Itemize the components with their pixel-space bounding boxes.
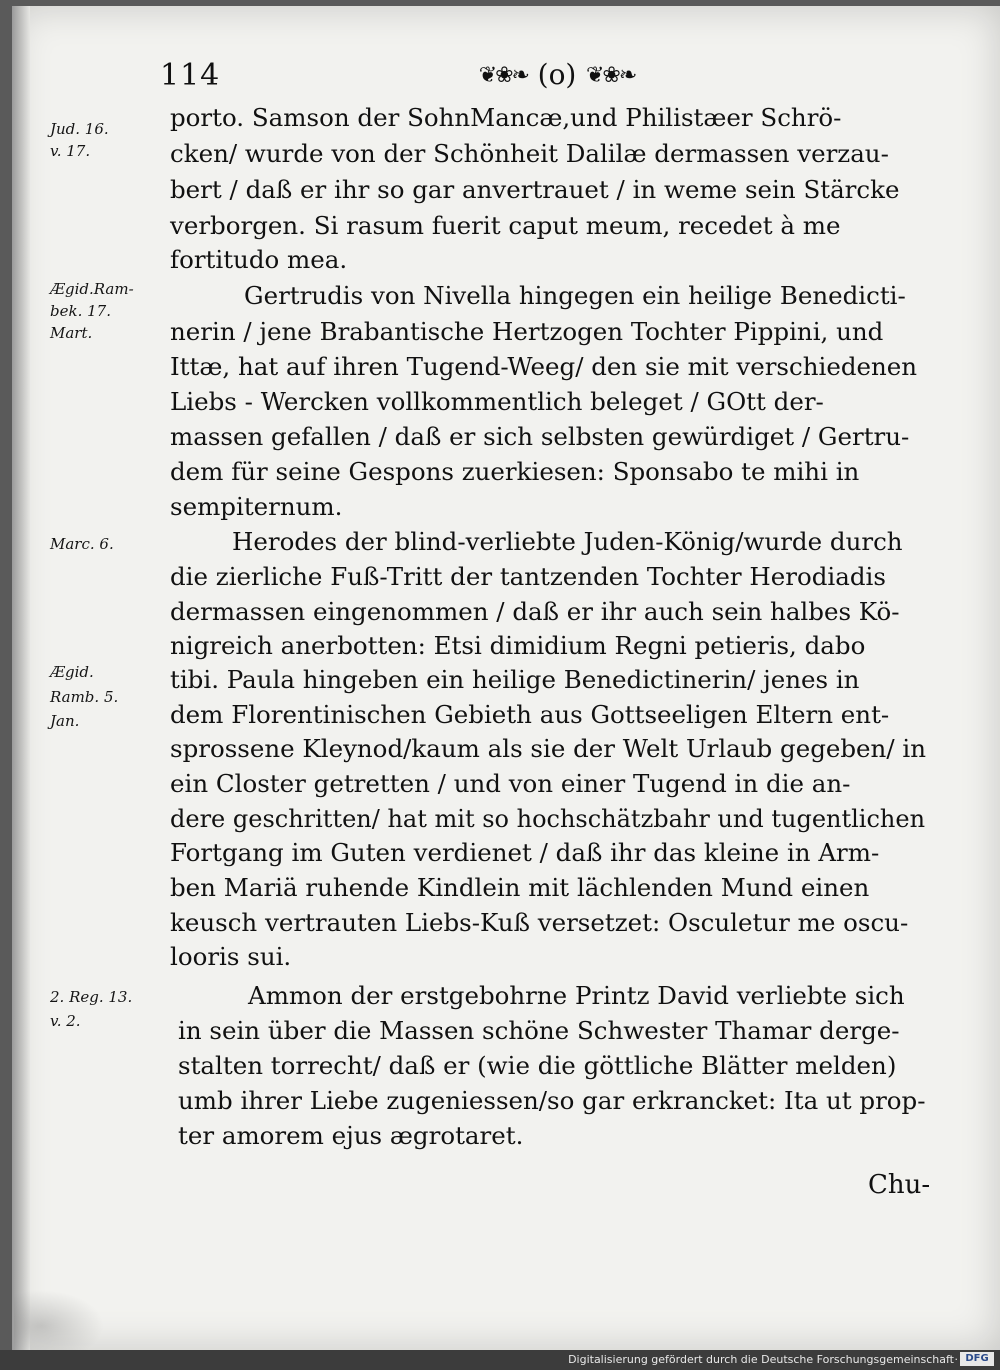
margin-note: Ægid.	[50, 663, 94, 681]
margin-note: Jan.	[50, 712, 80, 730]
text-line: Ittæ, hat auf ihren Tugend-Weeg/ den sie mit verschiedenen	[170, 352, 918, 381]
text-line: sempiternum.	[170, 492, 343, 521]
text-line: fortitudo mea.	[170, 245, 348, 274]
text-line: umb ihrer Liebe zugeniessen/so gar erkrancket: Ita ut prop-	[178, 1086, 926, 1115]
footer-credit: Digitalisierung gefördert durch die Deutsche Forschungsgemeinschaft	[568, 1353, 954, 1366]
text-line: in sein über die Massen schöne Schwester Thamar derge-	[178, 1016, 900, 1045]
ornament-left-flourish: ❦❀❧	[478, 63, 528, 88]
margin-note: 2. Reg. 13.	[50, 988, 133, 1006]
margin-note: Ægid.Ram-	[50, 280, 134, 298]
text-line: dere geschritten/ hat mit so hochschätzbahr und tugentlichen	[170, 805, 926, 833]
text-line: bert / daß er ihr so gar anvertrauet / in weme sein Stärcke	[170, 175, 900, 204]
text-line: Fortgang im Guten verdienet / daß ihr das kleine in Arm-	[170, 838, 880, 867]
text-line: ein Closter getretten / und von einer Tugend in die an-	[170, 769, 851, 798]
text-line: cken/ wurde von der Schönheit Dalilæ dermassen verzau-	[170, 139, 889, 168]
dfg-logo: DFG	[960, 1352, 994, 1366]
catchword: Chu-	[868, 1170, 931, 1200]
margin-note: v. 2.	[50, 1012, 81, 1030]
text-line: die zierliche Fuß-Tritt der tantzenden Tochter Herodiadis	[170, 562, 886, 591]
text-line: stalten torrecht/ daß er (wie die göttliche Blätter melden)	[178, 1051, 897, 1080]
text-line: verborgen. Si rasum fuerit caput meum, recedet à me	[170, 211, 841, 240]
text-line: Herodes der blind-verliebte Juden-König/wurde durch	[232, 527, 903, 556]
margin-note: Jud. 16.	[50, 120, 109, 138]
ornament-center: (o)	[537, 58, 577, 91]
text-line: tibi. Paula hingeben ein heilige Benedictinerin/ jenes in	[170, 665, 860, 694]
text-line: porto. Samson der SohnMancæ,und Philistæer Schrö-	[170, 103, 842, 132]
margin-note: v. 17.	[50, 142, 91, 160]
header-ornament	[450, 56, 664, 96]
text-line: keusch vertrauten Liebs-Kuß versetzet: Osculetur me oscu-	[170, 908, 909, 937]
text-line: ben Mariä ruhende Kindlein mit lächlenden Mund einen	[170, 873, 870, 902]
text-line: dermassen eingenommen / daß er ihr auch sein halbes Kö-	[170, 597, 900, 626]
margin-note: Ramb. 5.	[50, 688, 119, 706]
margin-note: Mart.	[50, 324, 93, 342]
text-line: nerin / jene Brabantische Hertzogen Tochter Pippini, und	[170, 317, 884, 346]
page-stain	[14, 1290, 104, 1350]
text-line: Liebs - Wercken vollkommentlich beleget / GOtt der-	[170, 387, 824, 416]
ornament-right-flourish: ❦❀❧	[586, 63, 636, 88]
text-line: massen gefallen / daß er sich selbsten gewürdiget / Gertru-	[170, 422, 910, 451]
text-line: Ammon der erstgebohrne Printz David verliebte sich	[248, 981, 905, 1010]
text-line: dem Florentinischen Gebieth aus Gottseeligen Eltern ent-	[170, 700, 890, 729]
footer-separator: ·	[954, 1353, 958, 1366]
text-line: sprossene Kleynod/kaum als sie der Welt Urlaub gegeben/ in	[170, 734, 926, 763]
margin-note: Marc. 6.	[50, 535, 114, 553]
text-line: Gertrudis von Nivella hingegen ein heilige Benedicti-	[244, 281, 906, 310]
margin-note: bek. 17.	[50, 302, 111, 320]
text-line: looris sui.	[170, 942, 292, 971]
text-line: nigreich anerbotten: Etsi dimidium Regni petieris, dabo	[170, 631, 866, 660]
text-line: ter amorem ejus ægrotaret.	[178, 1121, 524, 1150]
text-line: dem für seine Gespons zuerkiesen: Sponsabo te mihi in	[170, 457, 860, 486]
page-gutter	[12, 6, 30, 1350]
page-number: 114	[160, 58, 221, 93]
